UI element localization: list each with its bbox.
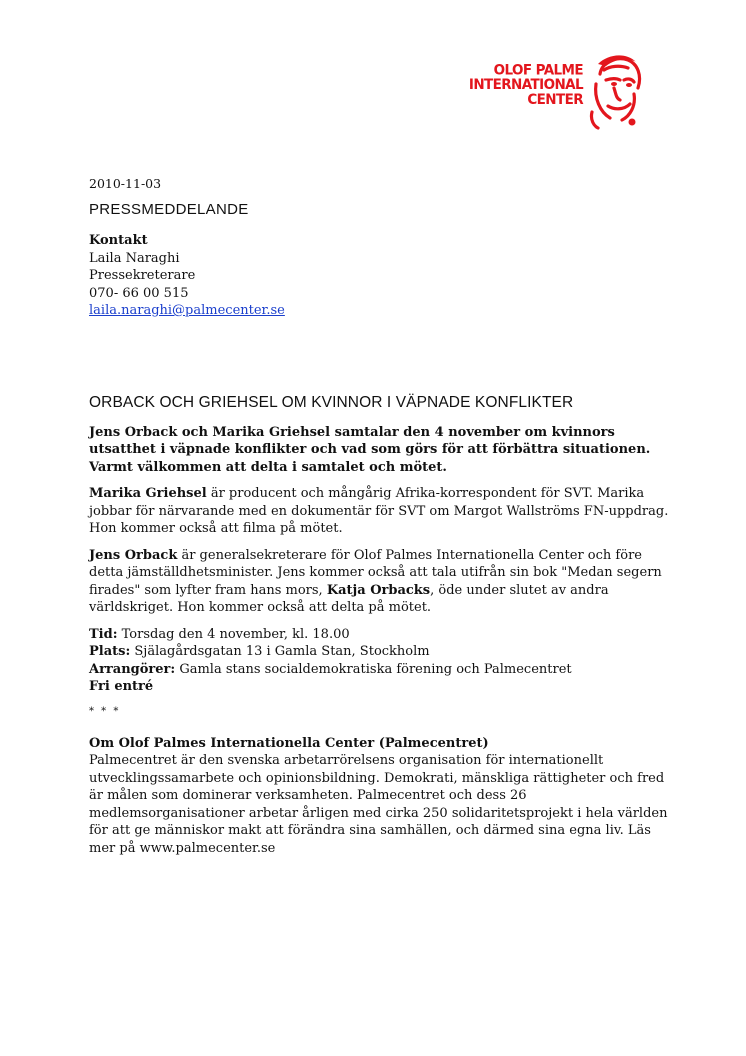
event-place-value: Själagårdsgatan 13 i Gamla Stan, Stockholm <box>130 644 430 659</box>
event-organizers-label: Arrangörer: <box>89 661 176 677</box>
contact-name: Laila Naraghi <box>89 250 180 266</box>
paragraph-orback <box>89 547 669 617</box>
document-type: PRESSMEDDELANDE <box>89 201 249 218</box>
event-organizers <box>89 661 669 679</box>
event-place <box>89 643 669 661</box>
event-organizers-value: Gamla stans socialdemokratiska förening och Palmecentret <box>175 661 572 677</box>
contact-email-link[interactable]: laila.naraghi@palmecenter.se <box>89 303 285 318</box>
event-time-label: Tid: <box>89 626 118 642</box>
headline: ORBACK OCH GRIEHSEL OM KVINNOR I VÄPNADE KONFLIKTER <box>89 393 574 411</box>
press-release-body <box>89 176 669 857</box>
paragraph-orback-text-a: är generalsekreterare för Olof Palmes Internationella Center och före detta jämställdhetsminister. Jens kommer också att tala utifrån sin bok "Medan segern firades" som lyfter fram hans mors, <box>89 547 662 598</box>
release-date: 2010-11-03 <box>89 176 162 191</box>
about-heading: Om Olof Palmes Internationella Center (Palmecentret) <box>89 735 489 751</box>
about-text: Palmecentret är den svenska arbetarrörelsens organisation för internationellt utvecklingssamarbete och opinionsbildning. Demokrati, mänskliga rättigheter och fred är målen som dominerar verksamheten. Palmecentret och dess 26 medlemsorganisationer arbetar årligen med cirka 250 solidaritetsprojekt i hela världen för att ge människor makt att förändra sina samhällen, och därmed sina egna liv. Läs mer på www.palmecenter.se <box>89 753 668 856</box>
name-katja-orback: Katja Orbacks <box>326 582 431 598</box>
logo-line-2: INTERNATIONAL <box>468 76 583 94</box>
contact-role: Pressekreterare <box>89 268 196 283</box>
event-place-label: Plats: <box>89 644 131 659</box>
name-orback: Jens Orback <box>89 547 178 563</box>
name-griehsel: Marika Griehsel <box>89 486 207 501</box>
paragraph-orback-text-b: , öde under slutet av andra världskriget. Hon kommer också att delta på mötet. <box>89 582 609 615</box>
about-section <box>89 735 669 858</box>
section-separator: * * * <box>89 705 121 717</box>
portrait-icon <box>586 54 644 130</box>
contact-block <box>89 232 669 320</box>
logo-line-3: CENTER <box>527 91 583 109</box>
organization-logo <box>462 52 638 132</box>
event-time <box>89 626 669 644</box>
event-time-value: Torsdag den 4 november, kl. 18.00 <box>117 626 350 642</box>
event-details <box>89 626 669 696</box>
paragraph-griehsel-text: är producent och mångårig Afrika-korrespondent för SVT. Marika jobbar för närvarande med en dokumentär för SVT om Margot Wallströms FN-uppdrag. Hon kommer också att filma på mötet. <box>89 486 669 536</box>
contact-heading: Kontakt <box>89 233 148 248</box>
logo-wordmark <box>469 63 583 107</box>
event-free-entry: Fri entré <box>89 679 154 694</box>
contact-phone: 070- 66 00 515 <box>89 285 189 301</box>
logo-line-1: OLOF PALME <box>493 61 583 79</box>
lead-paragraph: Jens Orback och Marika Griehsel samtalar den 4 november om kvinnors utsatthet i väpnade konflikter och vad som görs för att förbättra situationen. Varmt välkommen att delta i samtalet och mötet. <box>89 424 651 475</box>
paragraph-griehsel <box>89 485 669 538</box>
